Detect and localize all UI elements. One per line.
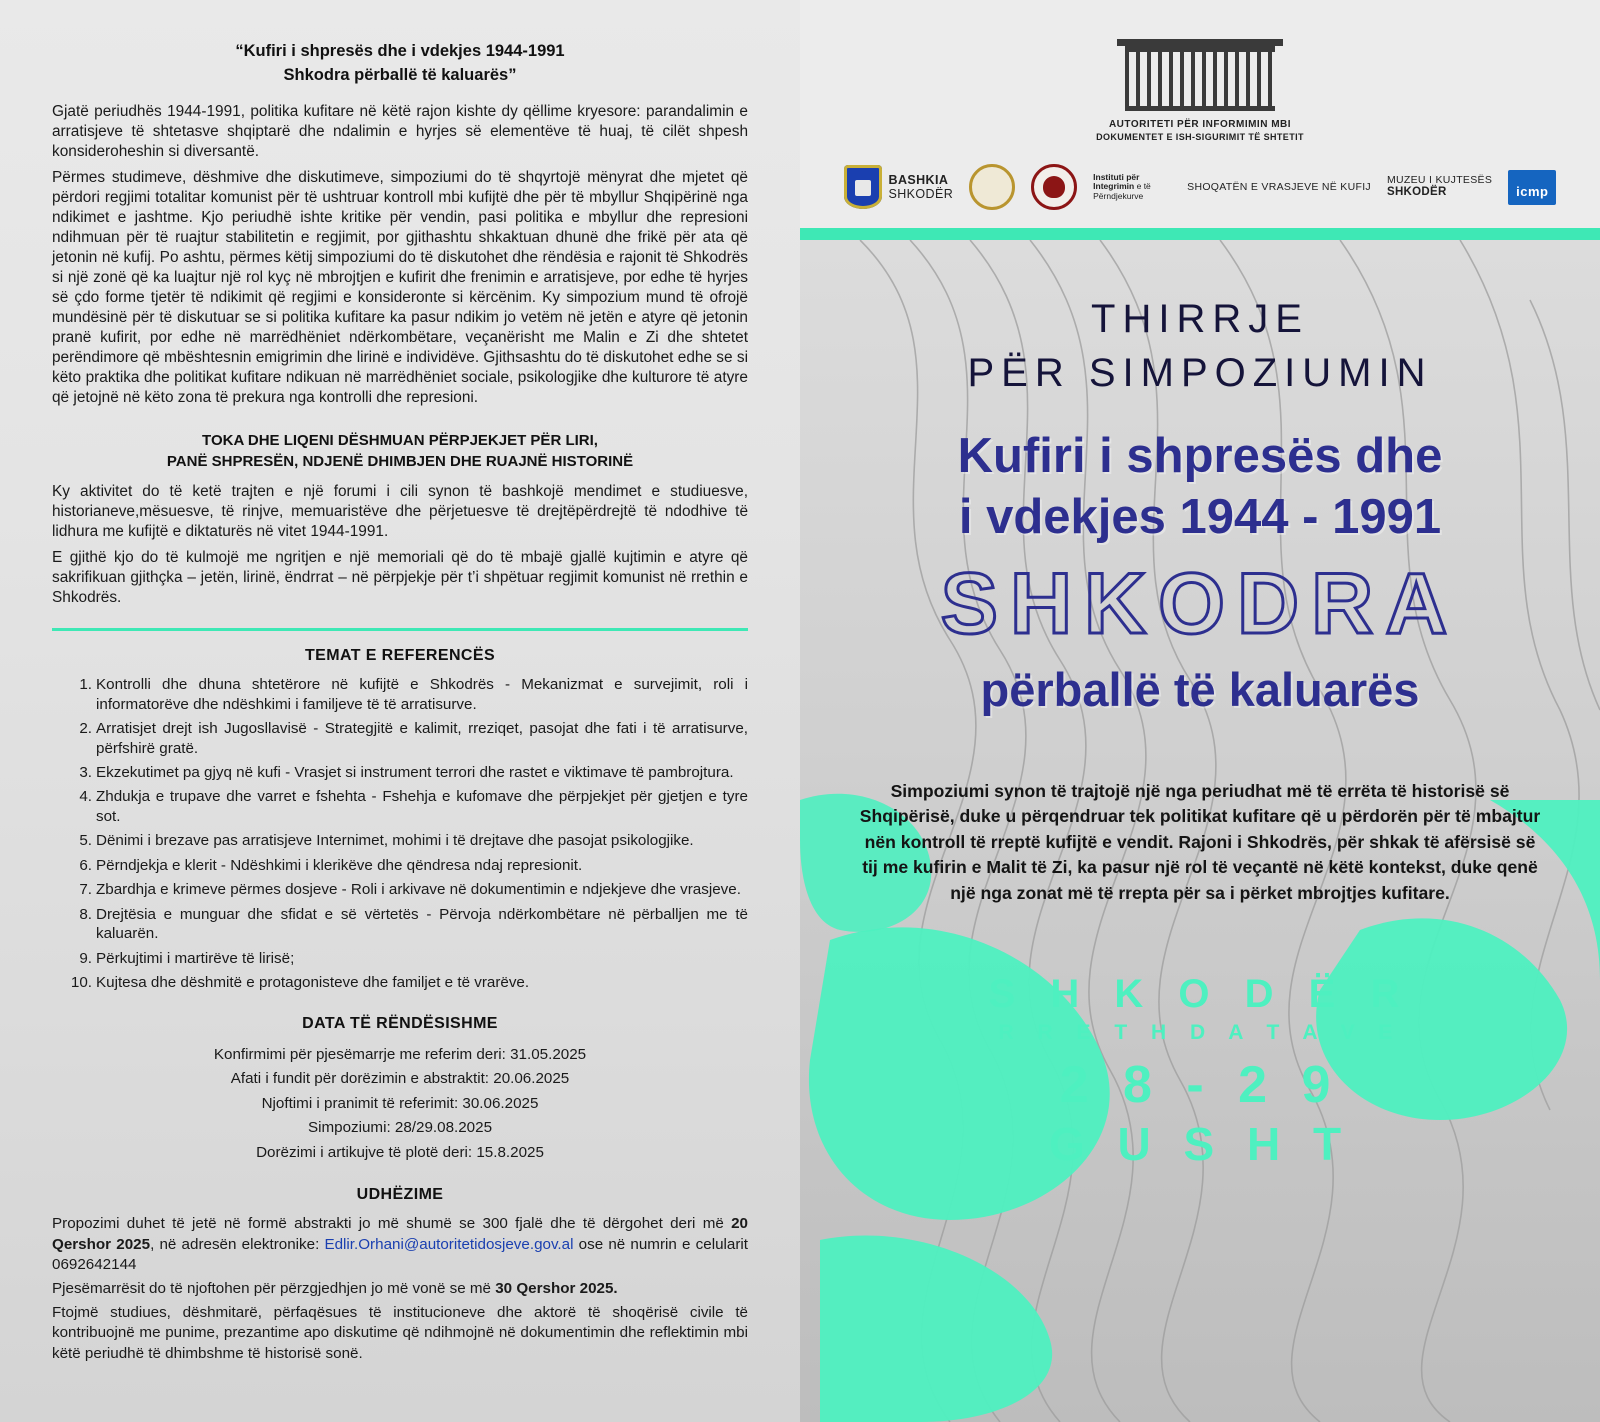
guide-text-c: ose në numrin e celularit 0692642144 <box>52 1235 748 1273</box>
page-title-line2: Shkodra përballë të kaluarës” <box>283 65 517 84</box>
poster-abstract: Simpoziumi synon të trajtojë një nga periudhat më të errëta të historisë së Shqipërisë, duke u përqendruar tek politikat kufitare që u përdorën për të mbajtur nën kontroll të rreptë kufijtë e vendit. Rajoni i Shkodrës, për shkak të afërsisë së tij me kufirin e Malit të Zi, ka pasur një rol të veçantë në këtë kontekst, duke qenë një nga zonat më të rrepta për sa i përket mbrojtjes kufitare. <box>859 780 1541 903</box>
poster-title-line2: i vdekjes 1944 - 1991 <box>958 490 1442 545</box>
logo-shoqata <box>1187 181 1371 194</box>
forum-paragraph-1: Ky aktivitet do të ketë trajten e një forumi i cili synon të bashkojë mendimet e studiuesve, historianeve,mësuesve, të rinjve, memuaristëve dhe përjetuesve të drejtëpërdrejtë të ndodhive të lidhura me kufijtë e diktaturës në vitet 1944-1991. <box>52 483 748 541</box>
divider-teal <box>52 628 748 631</box>
list-item-number: 6. <box>79 856 92 874</box>
footer-days: 2 8 - 2 9 <box>1059 1056 1341 1114</box>
subheading-line2: PANË SHPRESËN, NDJENË DHIMBJEN DHE RUAJNË HISTORINË <box>166 453 634 471</box>
list-item-text: Kontrolli dhe dhuna shtetërore në kufijtë e Shkodrës - Mekanizmat e survejimit, roli i informatorëve dhe ndëshkimi i familjeve të të arratisurve. <box>96 676 748 713</box>
date-item: Afati i fundit për dorëzimin e abstraktit: 20.06.2025 <box>230 1070 570 1088</box>
logo-muzeu <box>1387 174 1492 200</box>
logo-label <box>1093 173 1171 201</box>
poster-title-line1: Kufiri i shpresës dhe <box>957 429 1443 483</box>
list-item <box>52 675 748 714</box>
list-item-number: 10. <box>70 974 92 992</box>
poster-title <box>800 426 1600 549</box>
guide-deadline-1: 20 Qershor 2025 <box>52 1215 748 1253</box>
guidelines-paragraph-2 <box>52 1279 748 1299</box>
teal-bar <box>800 228 1600 240</box>
call-heading <box>800 292 1600 400</box>
guidelines-paragraph-3: Ftojmë studiues, dëshmitarë, përfaqësues të institucioneve dhe aktorë të shoqërisë civile të kontribuojnë me punime, prezantime apo diskutime që ndihmojnë në dokumentimin dhe reflektimin mbi këtë periudhë të dhimbshme të historisë sonë. <box>52 1304 748 1362</box>
forum-paragraph-2: E gjithë kjo do të kulmojë me ngritjen e një memoriali që do të mbajë gjallë kujtimin e atyre që sakrifikuan gjithçka – jetën, lirinë, ëndrrat – në përpjekje për t’i shpëtuar regjimit komunist në rrethin e Shkodrës. <box>52 549 748 607</box>
date-item: Dorëzimi i artikujve të plotë deri: 15.8.2025 <box>256 1143 544 1161</box>
topics-heading: TEMAT E REFERENCËS <box>304 647 496 665</box>
page-title-line1: “Kufiri i shpresës dhe i vdekjes 1944-1991 <box>235 42 565 60</box>
guidelines-paragraph-1 <box>52 1214 748 1275</box>
list-item-number: 4. <box>79 788 92 806</box>
list-item <box>52 905 748 944</box>
list-item-number: 7. <box>79 881 92 899</box>
right-panel <box>800 0 1600 1422</box>
guide-deadline-2: 30 Qershor 2025. <box>495 1279 618 1297</box>
list-item <box>52 831 748 850</box>
logo-label-line1: Instituti për Integrimin <box>1093 171 1140 192</box>
poster-city-outline: SHKODRA <box>940 555 1460 652</box>
topics-list <box>52 675 748 992</box>
list-item-text: Zbardhja e krimeve përmes dosjeve - Roli i arkivave në dokumentimin e ndjekjeve dhe vrasjeve. <box>96 881 741 899</box>
list-item-number: 3. <box>79 763 92 781</box>
guide-text-b: , në adresën elektronike: <box>150 1235 325 1253</box>
list-item <box>52 973 748 992</box>
logo-label-line2: SHKODËR <box>1386 186 1447 199</box>
list-item-text: Përkujtimi i martirëve të lirisë; <box>96 949 295 967</box>
guidelines-heading: UDHËZIME <box>356 1186 444 1204</box>
list-item-text: Përndjekja e klerit - Ndëshkimi i klerikëve dhe qëndresa ndaj represionit. <box>96 856 583 874</box>
authority-line1: AUTORITETI PËR INFORMIMIN MBI <box>1108 119 1292 130</box>
list-item-number: 2. <box>79 720 92 738</box>
red-seal-icon <box>1031 164 1077 210</box>
logo-label-line2: SHKODËR <box>888 187 954 201</box>
list-item <box>52 856 748 875</box>
subheading <box>52 430 748 472</box>
list-item <box>52 880 748 899</box>
list-item <box>52 949 748 968</box>
list-item-number: 5. <box>79 832 92 850</box>
logo-label <box>889 173 954 202</box>
list-item-number: 9. <box>79 949 92 967</box>
date-item: Simpoziumi: 28/29.08.2025 <box>307 1119 493 1137</box>
list-item <box>52 719 748 758</box>
logo-label-line2: e të Përndjekurve <box>1093 181 1151 201</box>
call-line2: PËR SIMPOZIUMIN <box>967 351 1433 395</box>
logo-icmp: icmp <box>1508 170 1556 205</box>
authority-logo <box>800 46 1600 142</box>
building-icon <box>1125 46 1275 111</box>
gold-seal-icon <box>969 164 1015 210</box>
list-item-number: 1. <box>79 676 92 694</box>
logo-header <box>800 0 1600 228</box>
logo-label-line1: BASHKIA <box>888 172 949 187</box>
list-item <box>52 763 748 782</box>
subheading-line1: TOKA DHE LIQENI DËSHMUAN PËRPJEKJET PËR LIRI, <box>202 432 598 450</box>
authority-line2: DOKUMENTET E ISH-SIGURIMIT TË SHTETIT <box>1096 132 1304 142</box>
intro-paragraph-2: Përmes studimeve, dëshmive dhe diskutimeve, simpoziumi do të shqyrtojë mënyrat dhe mjetet që përdori regjimi totalitar komunist për të ushtruar kontroll mbi kufijtë dhe për të mbyllur Shqipërinë nga ndikimet e jashtme. Kjo periudhë ishte kritike për vendin, pasi politika e mbyllur dhe represioni ndihmuan për të ruajtur stabilitetin e regjimit, por gjithashtu shkaktuan dhunë dhe frikë për ata që jetonin në kufij. Po ashtu, përmes këtij simpoziumi do të diskutohet dhe rëndësia e rajonit të Shkodrës si një zonë që ka luajtur një rol kyç në mbrojtjen e kufirit dhe frenimin e arratisjeve, por edhe të hyrjes së çdo forme tjetër të ndikimit që regjimi e konsideronte si kërcënim. Ky simpozium mund të ofrojë mundësinë për të diskutuar se si politika kufitare ka pasur ndikim jo vetëm në jetën e atyre që jetonin pranë kufirit, por edhe në marrëdhëniet ndërkombëtare, veçanërisht me Malin e Zi dhe shtetet perëndimore që mbështesnin emigrimin dhe lirinë e individëve. Gjithsashtu do të diskutohet edhe se si këto praktika dhe politikat kufitare ndikuan në marrëdhëniet sociale, psikologjike dhe kulturore të atyre që jetojnë në këto zona të prekura nga kontrolli dhe represioni. <box>52 168 748 407</box>
poster-body <box>800 240 1600 1422</box>
list-item-text: Dënimi i brezave pas arratisjeve Internimet, mohimi i të drejtave dhe pasojat psikologjike. <box>96 832 694 850</box>
guide-text-a: Propozimi duhet të jetë në formë abstrakti jo më shumë se 300 fjalë dhe të dërgohet deri më <box>52 1215 732 1233</box>
date-item: Njoftimi i pranimit të referimit: 30.06.2025 <box>261 1094 539 1112</box>
poster-footer <box>800 972 1600 1171</box>
contact-email[interactable]: Edlir.Orhani@autoritetidosjeve.gov.al <box>324 1235 574 1253</box>
intro-paragraph-1: Gjatë periudhës 1944-1991, politika kufitare në këtë rajon kishte dy qëllime kryesore: parandalimin e arratisjeve të shtetasve shqiptarë dhe ndalimin e hyrjes së elementëve të huaj, të cilët shpesh konsideroheshin si diversantë. <box>52 102 748 160</box>
list-item-number: 8. <box>79 905 92 923</box>
list-item-text: Zhdukja e trupave dhe varret e fshehta - Fshehja e kufomave dhe përpjekjet për gjetjen e tyre sot. <box>96 788 748 825</box>
dates-list <box>52 1043 748 1165</box>
date-item: Konfirmimi për pjesëmarrje me referim deri: 31.05.2025 <box>213 1045 587 1063</box>
partner-logos <box>800 164 1600 210</box>
poster-subtitle: përballë të kaluarës <box>980 662 1420 716</box>
list-item <box>52 787 748 826</box>
guide-text-d: Pjesëmarrësit do të njoftohen për përzgjedhjen jo më vonë se më <box>52 1279 496 1297</box>
list-item-text: Arratisjet drejt ish Jugosllavisë - Strategjitë e kalimit, rreziqet, pasojat dhe fati i të arratisurve, përfshirë gratë. <box>96 720 748 757</box>
list-item-text: Kujtesa dhe dëshmitë e protagonisteve dhe familjet e të vrarëve. <box>96 974 530 992</box>
footer-month: G U S H T <box>1048 1118 1352 1170</box>
logo-instituti <box>1093 173 1171 201</box>
footer-city: S H K O D Ë R <box>988 972 1412 1016</box>
page-title <box>52 40 748 88</box>
crest-icon <box>844 165 882 209</box>
footer-about: R R E T H D A T A V E <box>998 1021 1402 1044</box>
logo-bashkia-shkoder <box>844 165 954 209</box>
list-item-text: Ekzekutimet pa gjyq në kufi - Vrasjet si instrument terrori dhe rastet e viktimave të pambrojtura. <box>96 763 734 781</box>
logo-label-line1: MUZEU I KUJTESËS <box>1386 173 1493 186</box>
call-line1: THIRRJE <box>1091 297 1309 341</box>
list-item-text: Drejtësia e munguar dhe sfidat e së vërtetës - Përvoja ndërkombëtare në përballjen me të kaluarën. <box>96 905 748 943</box>
logo-label-line2: NË KUFIJ <box>1321 180 1371 193</box>
logo-label-line1: SHOQATËN E VRASJEVE <box>1187 180 1319 193</box>
dates-heading: DATA TË RËNDËSISHME <box>302 1014 498 1032</box>
